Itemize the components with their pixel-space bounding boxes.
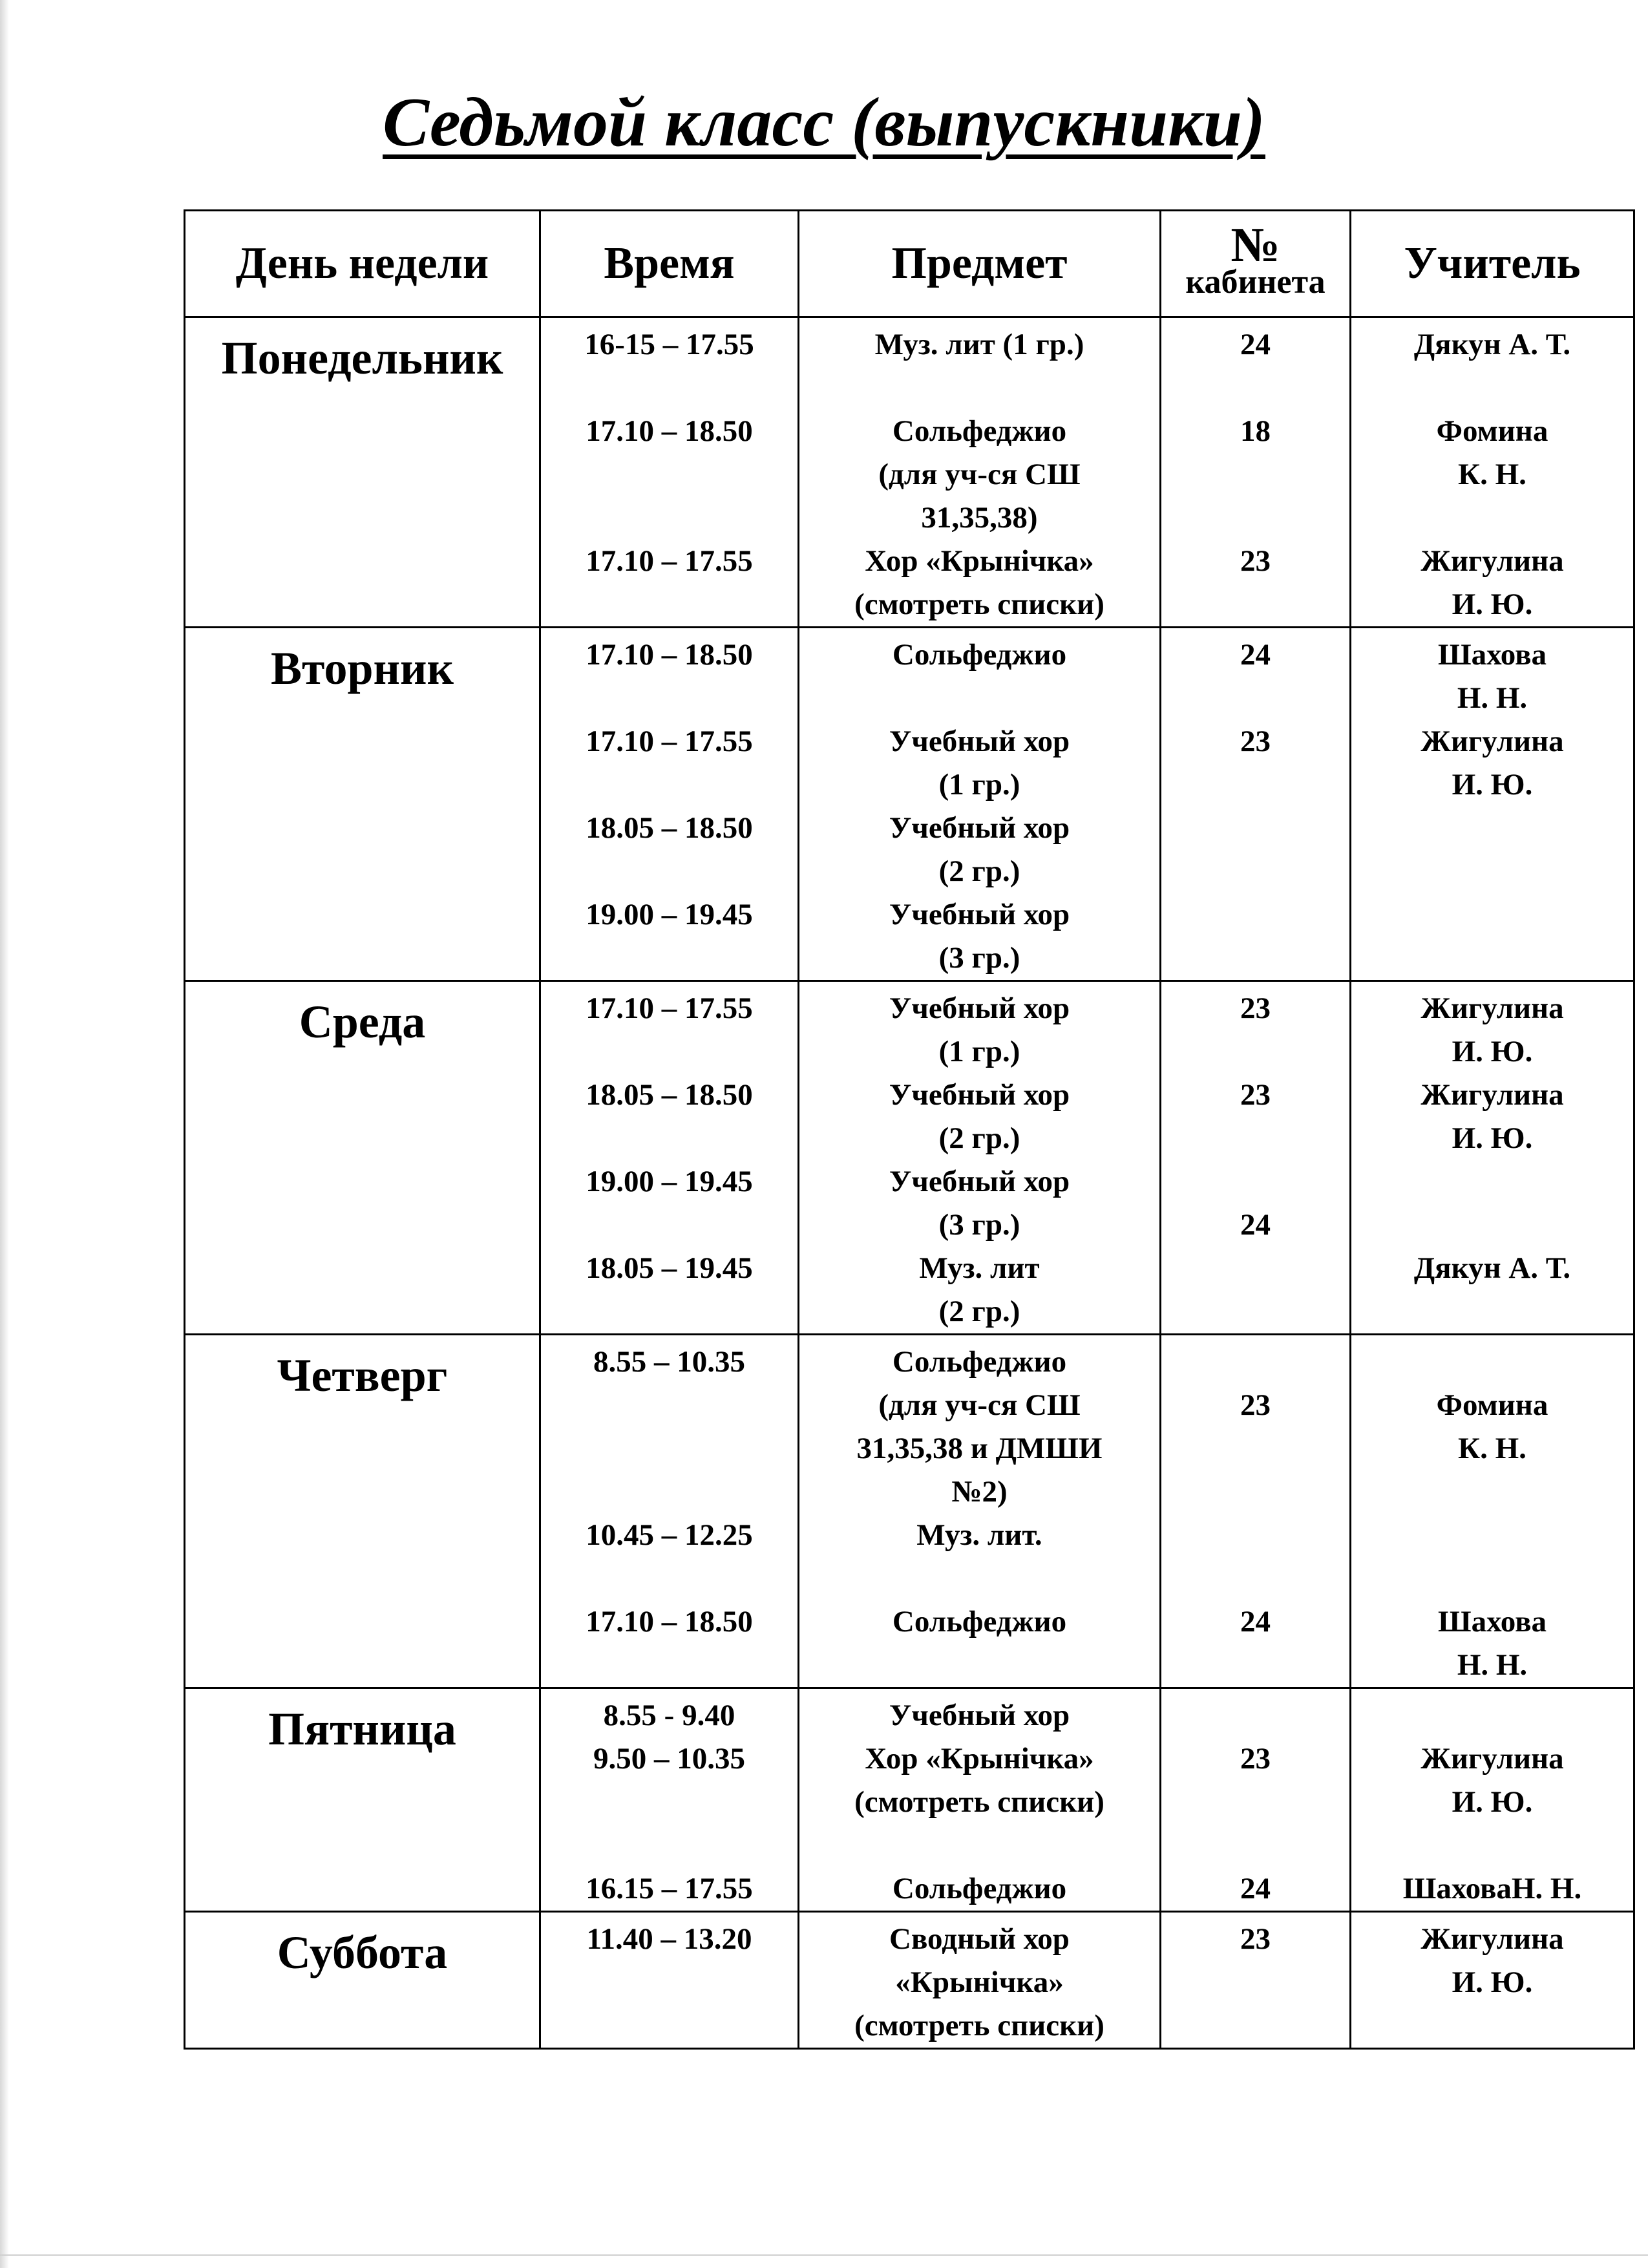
teacher-line: Фомина — [1436, 414, 1548, 448]
subject-line: (1 гр.) — [938, 768, 1020, 801]
subject-line: (3 гр.) — [938, 1208, 1020, 1242]
time-line — [541, 583, 798, 626]
day-name: Понедельник — [185, 317, 540, 628]
teacher-line: И. Ю. — [1452, 1966, 1533, 1999]
room-line: 23 — [1240, 1922, 1271, 1956]
cell-time — [540, 1335, 799, 1688]
time-line — [541, 1781, 798, 1824]
room-line — [1161, 677, 1349, 720]
time-line — [541, 496, 798, 540]
teacher-line — [1351, 1290, 1633, 1333]
header-room-label: кабинета — [1185, 264, 1326, 301]
subject-line: Муз. лит (1 гр.) — [874, 328, 1084, 361]
teacher-line: Шахова — [1437, 638, 1547, 672]
subject-line: (1 гр.) — [938, 1035, 1020, 1068]
teacher-line: Жигулина — [1421, 991, 1564, 1025]
teacher-line — [1351, 1514, 1633, 1557]
day-row — [185, 628, 1634, 981]
cell-subject — [799, 317, 1161, 628]
teacher-line: Жигулина — [1421, 1078, 1564, 1112]
room-line — [1161, 2004, 1349, 2048]
teacher-line — [1351, 1341, 1633, 1384]
room-line — [1161, 893, 1349, 937]
time-line — [541, 1384, 798, 1427]
subject-line: (2 гр.) — [938, 1121, 1020, 1155]
room-line — [1161, 1030, 1349, 1074]
day-name: Вторник — [185, 628, 540, 981]
room-line — [1161, 1247, 1349, 1290]
time-line — [541, 1117, 798, 1160]
subject-line: Сольфеджио — [892, 1605, 1067, 1638]
subject-line: Учебный хор — [889, 1165, 1070, 1198]
teacher-line — [1351, 1694, 1633, 1737]
room-line — [1161, 1644, 1349, 1687]
room-line — [1161, 1961, 1349, 2004]
time-line — [541, 677, 798, 720]
subject-line — [799, 366, 1159, 410]
teacher-line — [1351, 366, 1633, 410]
time-line — [541, 1427, 798, 1470]
subject-line — [799, 677, 1159, 720]
subject-line: 31,35,38) — [921, 501, 1038, 535]
room-line: 23 — [1240, 1078, 1271, 1112]
room-line — [1161, 1290, 1349, 1333]
subject-line: (2 гр.) — [938, 854, 1020, 888]
time-line — [541, 1557, 798, 1600]
room-line: 23 — [1240, 1388, 1271, 1422]
time-line: 16.15 – 17.55 — [586, 1872, 753, 1905]
room-line: 23 — [1240, 544, 1271, 578]
room-line — [1161, 1557, 1349, 1600]
time-line: 18.05 – 18.50 — [586, 1078, 753, 1112]
room-line: 24 — [1240, 1208, 1271, 1242]
room-line: 23 — [1240, 725, 1271, 758]
teacher-line: И. Ю. — [1452, 768, 1533, 801]
subject-line: Муз. лит. — [916, 1518, 1042, 1552]
teacher-line — [1351, 2004, 1633, 2048]
subject-line: Учебный хор — [889, 898, 1070, 931]
time-line: 8.55 - 9.40 — [603, 1699, 735, 1732]
time-line — [541, 2004, 798, 2048]
header-room — [1161, 211, 1351, 317]
room-line — [1161, 583, 1349, 626]
subject-line: Сводный хор — [889, 1922, 1070, 1956]
time-line — [541, 1030, 798, 1074]
teacher-line: Жигулина — [1421, 544, 1564, 578]
room-line: 24 — [1240, 1872, 1271, 1905]
room-line — [1161, 1694, 1349, 1737]
teacher-line — [1351, 937, 1633, 980]
teacher-line — [1351, 1824, 1633, 1867]
cell-time — [540, 1688, 799, 1912]
cell-time — [540, 628, 799, 981]
teacher-line — [1351, 807, 1633, 850]
time-line: 18.05 – 18.50 — [586, 811, 753, 845]
cell-time — [540, 981, 799, 1335]
time-line: 17.10 – 17.55 — [586, 725, 753, 758]
day-name: Суббота — [185, 1912, 540, 2049]
day-row — [185, 1335, 1634, 1688]
time-line: 16-15 – 17.55 — [584, 328, 754, 361]
time-line: 11.40 – 13.20 — [586, 1922, 752, 1956]
cell-room — [1161, 628, 1351, 981]
header-time: Время — [540, 211, 799, 317]
room-line — [1161, 937, 1349, 980]
time-line — [541, 366, 798, 410]
cell-room — [1161, 317, 1351, 628]
subject-line: Учебный хор — [889, 1078, 1070, 1112]
room-line — [1161, 1117, 1349, 1160]
header-day: День недели — [185, 211, 540, 317]
time-line: 17.10 – 17.55 — [586, 544, 753, 578]
teacher-line: Шахова — [1437, 1605, 1547, 1638]
time-line — [541, 1961, 798, 2004]
subject-line: Учебный хор — [889, 725, 1070, 758]
header-room-symbol: № — [1231, 218, 1280, 272]
teacher-line: К. Н. — [1458, 458, 1527, 491]
time-line: 19.00 – 19.45 — [586, 1165, 753, 1198]
subject-line: Учебный хор — [889, 1699, 1070, 1732]
teacher-line: Дякун А. Т. — [1413, 1251, 1571, 1285]
room-line — [1161, 850, 1349, 893]
room-line — [1161, 1427, 1349, 1470]
time-line: 9.50 – 10.35 — [593, 1742, 745, 1775]
teacher-line: К. Н. — [1458, 1432, 1527, 1465]
time-line — [541, 1824, 798, 1867]
room-line — [1161, 763, 1349, 807]
teacher-line: И. Ю. — [1452, 1035, 1533, 1068]
header-teacher: Учитель — [1351, 211, 1634, 317]
room-line — [1161, 1160, 1349, 1203]
subject-line: (3 гр.) — [938, 941, 1020, 975]
room-line: 24 — [1240, 328, 1271, 361]
cell-subject — [799, 628, 1161, 981]
room-line — [1161, 1824, 1349, 1867]
header-row — [185, 211, 1634, 317]
subject-line: Хор «Крынічка» — [865, 1742, 1094, 1775]
schedule-table — [184, 209, 1635, 2050]
day-name: Среда — [185, 981, 540, 1335]
cell-teacher — [1351, 1688, 1634, 1912]
teacher-line: И. Ю. — [1452, 1121, 1533, 1155]
room-line — [1161, 807, 1349, 850]
room-line: 24 — [1240, 638, 1271, 672]
cell-room — [1161, 981, 1351, 1335]
room-line — [1161, 1470, 1349, 1514]
cell-teacher — [1351, 628, 1634, 981]
subject-line: (смотреть списки) — [854, 588, 1104, 621]
time-line: 18.05 – 19.45 — [586, 1251, 753, 1285]
teacher-line: Н. Н. — [1457, 681, 1528, 715]
subject-line: Муз. лит — [919, 1251, 1040, 1285]
time-line — [541, 850, 798, 893]
teacher-line: ШаховаН. Н. — [1402, 1872, 1582, 1905]
room-line — [1161, 1514, 1349, 1557]
cell-subject — [799, 1335, 1161, 1688]
subject-line — [799, 1557, 1159, 1600]
cell-time — [540, 1912, 799, 2049]
room-line: 23 — [1240, 991, 1271, 1025]
header-subject: Предмет — [799, 211, 1161, 317]
subject-line: Сольфеджио — [892, 1345, 1067, 1379]
teacher-line — [1351, 1470, 1633, 1514]
subject-line: Сольфеджио — [892, 414, 1067, 448]
room-line — [1161, 496, 1349, 540]
subject-line: Сольфеджио — [892, 1872, 1067, 1905]
teacher-line — [1351, 893, 1633, 937]
cell-teacher — [1351, 317, 1634, 628]
subject-line: Учебный хор — [889, 811, 1070, 845]
time-line — [541, 763, 798, 807]
teacher-line — [1351, 496, 1633, 540]
subject-line: Хор «Крынічка» — [865, 544, 1094, 578]
room-line: 23 — [1240, 1742, 1271, 1775]
teacher-line: Жигулина — [1421, 1922, 1564, 1956]
scan-edge — [0, 0, 9, 2268]
day-row — [185, 1912, 1634, 2049]
teacher-line: Жигулина — [1421, 725, 1564, 758]
teacher-line: Дякун А. Т. — [1413, 328, 1571, 361]
day-row — [185, 1688, 1634, 1912]
time-line — [541, 1470, 798, 1514]
time-line — [541, 1644, 798, 1687]
subject-line: (для уч-ся СШ — [878, 458, 1081, 491]
cell-subject — [799, 1688, 1161, 1912]
teacher-line: И. Ю. — [1452, 588, 1533, 621]
room-line — [1161, 1781, 1349, 1824]
subject-line — [799, 1824, 1159, 1867]
subject-line: (смотреть списки) — [854, 2009, 1104, 2042]
time-line: 17.10 – 17.55 — [586, 991, 753, 1025]
subject-line: (для уч-ся СШ — [878, 1388, 1081, 1422]
subject-line: Учебный хор — [889, 991, 1070, 1025]
room-line: 18 — [1240, 414, 1271, 448]
room-line — [1161, 366, 1349, 410]
cell-room — [1161, 1335, 1351, 1688]
schedule-body — [185, 317, 1634, 2049]
page-title: Седьмой класс (выпускники) — [383, 84, 1265, 161]
cell-room — [1161, 1912, 1351, 2049]
teacher-line — [1351, 850, 1633, 893]
subject-line: 31,35,38 и ДМШИ — [856, 1432, 1103, 1465]
day-name: Пятница — [185, 1688, 540, 1912]
subject-line: (смотреть списки) — [854, 1785, 1104, 1819]
day-name: Четверг — [185, 1335, 540, 1688]
subject-line: (2 гр.) — [938, 1295, 1020, 1328]
time-line: 19.00 – 19.45 — [586, 898, 753, 931]
time-line: 17.10 – 18.50 — [586, 1605, 753, 1638]
cell-room — [1161, 1688, 1351, 1912]
subject-line — [799, 1644, 1159, 1687]
teacher-line — [1351, 1203, 1633, 1247]
teacher-line: Жигулина — [1421, 1742, 1564, 1775]
room-line: 24 — [1240, 1605, 1271, 1638]
day-row — [185, 317, 1634, 628]
cell-subject — [799, 981, 1161, 1335]
time-line — [541, 1290, 798, 1333]
cell-teacher — [1351, 981, 1634, 1335]
time-line — [541, 1203, 798, 1247]
scan-edge-line — [0, 2254, 1648, 2256]
subject-line: №2) — [951, 1475, 1008, 1509]
room-line — [1161, 453, 1349, 496]
time-line — [541, 453, 798, 496]
cell-teacher — [1351, 1912, 1634, 2049]
teacher-line — [1351, 1160, 1633, 1203]
time-line — [541, 937, 798, 980]
time-line: 10.45 – 12.25 — [586, 1518, 753, 1552]
cell-subject — [799, 1912, 1161, 2049]
teacher-line: И. Ю. — [1452, 1785, 1533, 1819]
teacher-line: Н. Н. — [1457, 1648, 1528, 1682]
day-row — [185, 981, 1634, 1335]
teacher-line: Фомина — [1436, 1388, 1548, 1422]
teacher-line — [1351, 1557, 1633, 1600]
subject-line: Сольфеджио — [892, 638, 1067, 672]
cell-teacher — [1351, 1335, 1634, 1688]
subject-line: «Крынічка» — [895, 1966, 1064, 1999]
room-line — [1161, 1341, 1349, 1384]
time-line: 17.10 – 18.50 — [586, 638, 753, 672]
cell-time — [540, 317, 799, 628]
time-line: 17.10 – 18.50 — [586, 414, 753, 448]
time-line: 8.55 – 10.35 — [593, 1345, 745, 1379]
